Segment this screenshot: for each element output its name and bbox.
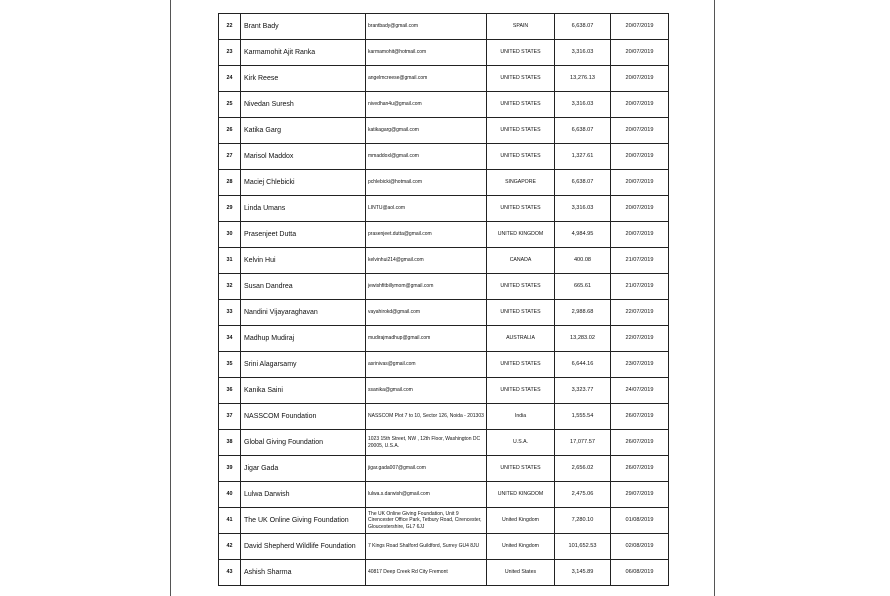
donor-country: United Kingdom <box>487 508 555 534</box>
row-number: 32 <box>219 274 241 300</box>
row-number: 34 <box>219 326 241 352</box>
donor-country: UNITED STATES <box>487 456 555 482</box>
donor-country: United Kingdom <box>487 534 555 560</box>
donor-name: Nivedan Suresh <box>241 92 366 118</box>
donation-date: 21/07/2019 <box>611 248 669 274</box>
donor-country: UNITED STATES <box>487 118 555 144</box>
donor-name: Brant Bady <box>241 14 366 40</box>
donor-country: SPAIN <box>487 14 555 40</box>
donor-country: UNITED STATES <box>487 378 555 404</box>
table-row <box>219 508 669 534</box>
donation-date: 26/07/2019 <box>611 404 669 430</box>
row-number: 38 <box>219 430 241 456</box>
donation-amount: 1,555.54 <box>555 404 611 430</box>
donor-contact: lulwa.s.darwish@gmail.com <box>366 482 487 508</box>
donor-contact: vayahirokd@gmail.com <box>366 300 487 326</box>
row-number: 42 <box>219 534 241 560</box>
donation-date: 20/07/2019 <box>611 196 669 222</box>
donor-contact: mmaddoxl@gmail.com <box>366 144 487 170</box>
row-number: 41 <box>219 508 241 534</box>
donor-contact: jigar.gada007@gmail.com <box>366 456 487 482</box>
donor-name: Lulwa Darwish <box>241 482 366 508</box>
donation-date: 20/07/2019 <box>611 40 669 66</box>
donor-name: Linda Umans <box>241 196 366 222</box>
table-row <box>219 40 669 66</box>
table-row <box>219 560 669 586</box>
donor-country: AUSTRALIA <box>487 326 555 352</box>
donation-date: 20/07/2019 <box>611 222 669 248</box>
table-row <box>219 118 669 144</box>
donor-country: UNITED STATES <box>487 66 555 92</box>
donor-name: Global Giving Foundation <box>241 430 366 456</box>
donation-date: 29/07/2019 <box>611 482 669 508</box>
row-number: 22 <box>219 14 241 40</box>
table-row <box>219 248 669 274</box>
donation-date: 06/08/2019 <box>611 560 669 586</box>
row-number: 27 <box>219 144 241 170</box>
row-number: 36 <box>219 378 241 404</box>
row-number: 31 <box>219 248 241 274</box>
donor-name: Srini Alagarsamy <box>241 352 366 378</box>
donor-country: UNITED STATES <box>487 92 555 118</box>
donor-name: Kanika Saini <box>241 378 366 404</box>
donation-date: 20/07/2019 <box>611 66 669 92</box>
donation-amount: 101,652.53 <box>555 534 611 560</box>
row-number: 23 <box>219 40 241 66</box>
donor-table <box>218 13 669 586</box>
donor-name: Ashish Sharma <box>241 560 366 586</box>
table-row <box>219 378 669 404</box>
donation-amount: 6,638.07 <box>555 118 611 144</box>
donation-amount: 13,283.02 <box>555 326 611 352</box>
donor-name: Susan Dandrea <box>241 274 366 300</box>
donor-name: Madhup Mudiraj <box>241 326 366 352</box>
donation-date: 24/07/2019 <box>611 378 669 404</box>
donor-contact: asrinivas@gmail.com <box>366 352 487 378</box>
donor-country: UNITED KINGDOM <box>487 222 555 248</box>
donor-country: CANADA <box>487 248 555 274</box>
table-row <box>219 456 669 482</box>
donation-amount: 6,638.07 <box>555 14 611 40</box>
donation-amount: 4,984.95 <box>555 222 611 248</box>
donor-name: Kelvin Hui <box>241 248 366 274</box>
donation-date: 02/08/2019 <box>611 534 669 560</box>
donor-country: SINGAPORE <box>487 170 555 196</box>
table-row <box>219 14 669 40</box>
table-row <box>219 430 669 456</box>
donation-amount: 3,145.89 <box>555 560 611 586</box>
donation-amount: 3,316.03 <box>555 196 611 222</box>
table-row <box>219 92 669 118</box>
donor-name: Nandini Vijayaraghavan <box>241 300 366 326</box>
donation-date: 22/07/2019 <box>611 300 669 326</box>
donor-contact: karmamohit@hotmail.com <box>366 40 487 66</box>
row-number: 24 <box>219 66 241 92</box>
row-number: 35 <box>219 352 241 378</box>
donation-amount: 6,638.07 <box>555 170 611 196</box>
table-row <box>219 274 669 300</box>
donor-country: United States <box>487 560 555 586</box>
table-row <box>219 326 669 352</box>
donation-amount: 1,327.61 <box>555 144 611 170</box>
donor-contact: The UK Online Giving Foundation, Unit 9 Cirencester Office Park, Tetbury Road, Cirencester, Gloucestershire, GL7 6JJ <box>366 508 487 534</box>
table-row <box>219 144 669 170</box>
donor-country: UNITED STATES <box>487 144 555 170</box>
donor-contact: kelvinhui214@gmail.com <box>366 248 487 274</box>
donation-amount: 2,988.68 <box>555 300 611 326</box>
donation-amount: 3,323.77 <box>555 378 611 404</box>
donation-date: 20/07/2019 <box>611 144 669 170</box>
donor-country: UNITED STATES <box>487 196 555 222</box>
donation-date: 20/07/2019 <box>611 14 669 40</box>
donation-amount: 3,316.03 <box>555 40 611 66</box>
donor-country: UNITED STATES <box>487 352 555 378</box>
donor-name: Maciej Chlebicki <box>241 170 366 196</box>
donation-date: 22/07/2019 <box>611 326 669 352</box>
table-row <box>219 404 669 430</box>
table-row <box>219 66 669 92</box>
donation-date: 26/07/2019 <box>611 456 669 482</box>
donor-contact: jewishfitbillymom@gmail.com <box>366 274 487 300</box>
donor-name: Kirk Reese <box>241 66 366 92</box>
donation-amount: 2,656.02 <box>555 456 611 482</box>
table-row <box>219 196 669 222</box>
donor-table-body <box>219 14 669 586</box>
row-number: 26 <box>219 118 241 144</box>
donor-name: Karmamohit Ajit Ranka <box>241 40 366 66</box>
donation-date: 21/07/2019 <box>611 274 669 300</box>
donation-date: 26/07/2019 <box>611 430 669 456</box>
row-number: 40 <box>219 482 241 508</box>
donation-amount: 13,276.13 <box>555 66 611 92</box>
table-row <box>219 170 669 196</box>
donor-name: NASSCOM Foundation <box>241 404 366 430</box>
donor-contact: pchlebicki@hotmail.com <box>366 170 487 196</box>
donor-name: Katika Garg <box>241 118 366 144</box>
donor-name: The UK Online Giving Foundation <box>241 508 366 534</box>
donor-contact: brantbady@gmail.com <box>366 14 487 40</box>
row-number: 37 <box>219 404 241 430</box>
donor-name: Prasenjeet Dutta <box>241 222 366 248</box>
donation-amount: 6,644.16 <box>555 352 611 378</box>
donation-amount: 400.08 <box>555 248 611 274</box>
row-number: 25 <box>219 92 241 118</box>
document-page <box>170 0 715 596</box>
donor-contact: 7 Kings Road Shalford Guildford, Surrey GU4 8JU <box>366 534 487 560</box>
donor-contact: 1023 15th Street, NW , 12th Floor, Washington DC 20005, U.S.A. <box>366 430 487 456</box>
donor-country: UNITED STATES <box>487 274 555 300</box>
donor-country: UNITED STATES <box>487 40 555 66</box>
table-row <box>219 300 669 326</box>
table-row <box>219 534 669 560</box>
donor-contact: mudirajmadhup@gmail.com <box>366 326 487 352</box>
donation-amount: 17,077.57 <box>555 430 611 456</box>
donation-date: 20/07/2019 <box>611 92 669 118</box>
donor-contact: NASSCOM Plot 7 to 10, Sector 126, Noida - 201303 <box>366 404 487 430</box>
donation-date: 20/07/2019 <box>611 118 669 144</box>
donation-date: 20/07/2019 <box>611 170 669 196</box>
row-number: 43 <box>219 560 241 586</box>
donation-amount: 2,475.06 <box>555 482 611 508</box>
donor-name: Marisol Maddox <box>241 144 366 170</box>
table-row <box>219 352 669 378</box>
row-number: 39 <box>219 456 241 482</box>
donation-amount: 665.61 <box>555 274 611 300</box>
donor-contact: ssanika@gmail.com <box>366 378 487 404</box>
donation-date: 01/08/2019 <box>611 508 669 534</box>
donor-name: David Shepherd Wildlife Foundation <box>241 534 366 560</box>
donor-country: India <box>487 404 555 430</box>
donor-country: UNITED STATES <box>487 300 555 326</box>
donation-amount: 7,280.10 <box>555 508 611 534</box>
donor-name: Jigar Gada <box>241 456 366 482</box>
donor-contact: prasenjeet.dutta@gmail.com <box>366 222 487 248</box>
donor-country: UNITED KINGDOM <box>487 482 555 508</box>
donation-amount: 3,316.03 <box>555 92 611 118</box>
row-number: 28 <box>219 170 241 196</box>
donor-country: U.S.A. <box>487 430 555 456</box>
row-number: 33 <box>219 300 241 326</box>
donor-contact: LINTU@aol.com <box>366 196 487 222</box>
table-row <box>219 222 669 248</box>
donor-contact: angelmcreese@gmail.com <box>366 66 487 92</box>
donor-contact: nivedhan4u@gmail.com <box>366 92 487 118</box>
row-number: 30 <box>219 222 241 248</box>
donor-contact: 40817 Deep Creek Rd City Fremont <box>366 560 487 586</box>
row-number: 29 <box>219 196 241 222</box>
table-row <box>219 482 669 508</box>
donor-contact: katikagarg@gmail.com <box>366 118 487 144</box>
donation-date: 23/07/2019 <box>611 352 669 378</box>
